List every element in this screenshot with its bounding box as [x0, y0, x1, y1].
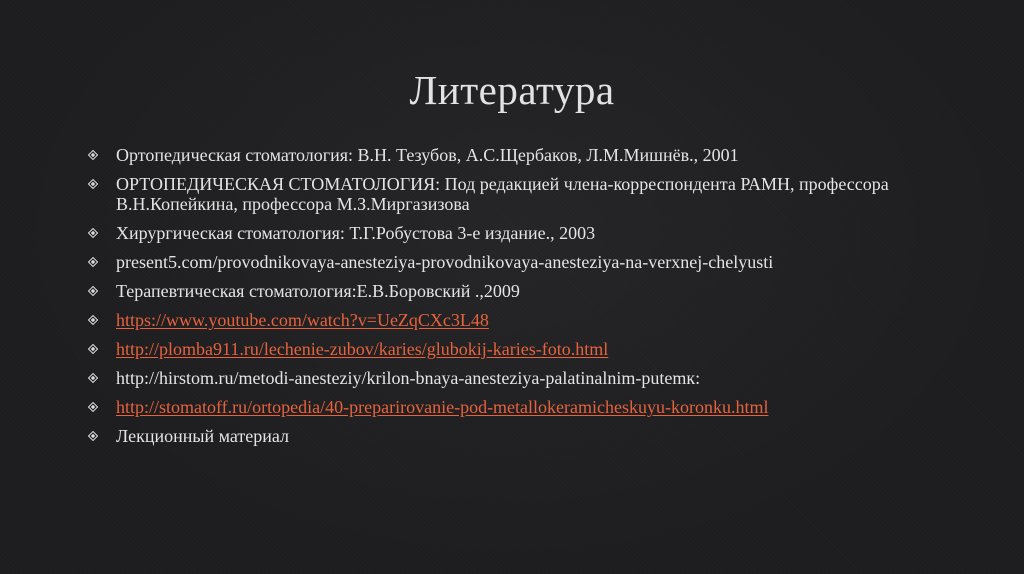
diamond-bullet-icon [88, 228, 98, 238]
diamond-bullet-icon [88, 257, 98, 267]
list-item [86, 397, 986, 417]
diamond-bullet-icon [88, 286, 98, 296]
list-item [86, 368, 986, 388]
reference-text: Терапевтическая стоматология:Е.В.Боровский .,2009 [116, 281, 520, 301]
list-item [86, 174, 986, 214]
diamond-bullet-icon [88, 179, 98, 189]
reference-text: present5.com/provodnikovaya-anesteziya-provodnikovaya-anesteziya-na-verxnej-chelyusti [116, 252, 774, 272]
list-item [86, 145, 986, 165]
list-item [86, 252, 986, 272]
reference-text: Ортопедическая стоматология: В.Н. Тезубов, А.С.Щербаков, Л.М.Мишнёв., 2001 [116, 145, 739, 165]
list-item [86, 310, 986, 330]
reference-link-youtube[interactable]: https://www.youtube.com/watch?v=UeZqCXc3L48 [116, 310, 489, 330]
reference-text: Лекционный материал [116, 426, 289, 446]
list-item [86, 339, 986, 359]
diamond-bullet-icon [88, 315, 98, 325]
diamond-bullet-icon [88, 373, 98, 383]
diamond-bullet-icon [88, 402, 98, 412]
reference-list [86, 145, 986, 455]
list-item [86, 426, 986, 446]
list-item [86, 281, 986, 301]
diamond-bullet-icon [88, 431, 98, 441]
diamond-bullet-icon [88, 150, 98, 160]
diamond-bullet-icon [88, 344, 98, 354]
reference-link-plomba911[interactable]: http://plomba911.ru/lechenie-zubov/karies/glubokij-karies-foto.html [116, 339, 609, 359]
reference-text: Хирургическая стоматология: Т.Г.Робустова 3-е издание., 2003 [116, 223, 596, 243]
reference-text: http://hirstom.ru/metodi-anesteziy/krilon-bnaya-anesteziya-palatinalnim-putemк: [116, 368, 701, 388]
reference-link-stomatoff[interactable]: http://stomatoff.ru/ortopedia/40-preparirovanie-pod-metallokeramicheskuyu-koronku.html [116, 397, 769, 417]
slide-title: Литература [409, 67, 615, 113]
reference-text: ОРТОПЕДИЧЕСКАЯ СТОМАТОЛОГИЯ: Под редакцией члена-корреспондента РАМН, профессора В.Н.Копейкина, профессора М.З.Миргазизова [116, 174, 889, 214]
list-item [86, 223, 986, 243]
